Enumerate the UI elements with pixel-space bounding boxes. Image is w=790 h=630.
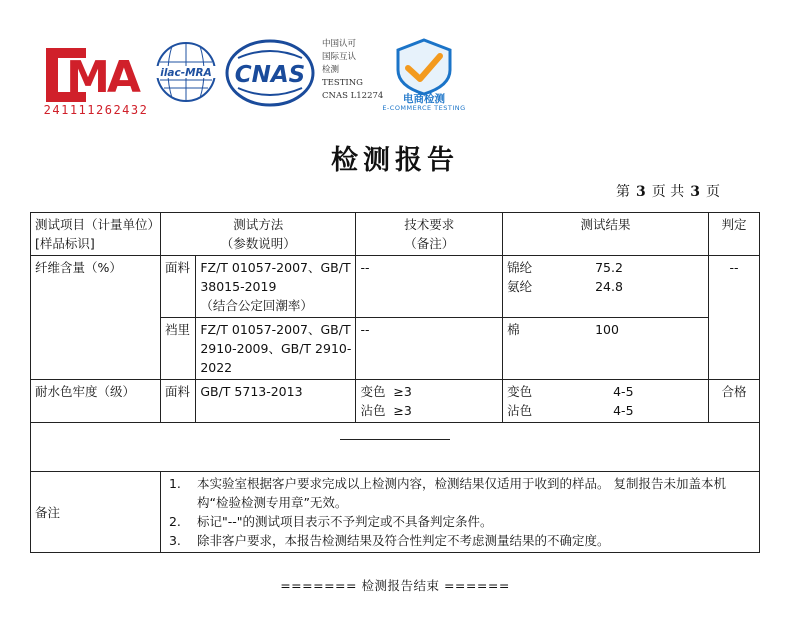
cnas-logo [224,38,316,108]
note-item [165,512,755,531]
header-requirement [356,213,503,256]
report-title: 检测报告 [331,145,459,176]
header-item-line: [样品标识] [35,236,95,251]
fiber-judgment: -- [709,256,760,380]
page-mid: 页 共 [651,184,685,200]
fabric-results [503,256,709,318]
requirement-line: 变色 ≥3 [360,384,412,399]
result-value: 4-5 [613,384,634,399]
fabric-method-note: （结合公定回潮率） [200,298,313,313]
page-prefix: 第 [616,184,631,200]
result-line [507,401,704,420]
note-text: 本实验室根据客户要求完成以上检测内容，检测结果仅适用于收到的样品。 复制报告未加盖本机构“检验检测专用章”无效。 [196,476,726,510]
end-separator-line [340,439,450,440]
cn-line: CNAS L12274 [322,91,384,101]
cn-line: 检测 [322,65,340,75]
water-part: 面料 [160,380,195,423]
header-req-line: （备注） [404,236,455,251]
result-line [507,258,704,277]
fiber-name: 氨纶 [507,279,533,294]
water-method: GB/T 5713-2013 [196,380,356,423]
ecommerce-label: 电商检测 [403,93,445,105]
lining-results [503,318,709,380]
note-item [165,474,755,512]
water-judgment: 合格 [709,380,760,423]
lining-requirement: -- [356,318,503,380]
table-row [31,380,760,423]
table-header [31,213,760,256]
fiber-value: 100 [595,322,619,337]
lining-part: 裆里 [160,318,195,380]
result-name: 沾色 [507,403,533,418]
note-text: 标记"--"的测试项目表示不予判定或不具备判定条件。 [196,514,493,529]
header-result: 测试结果 [503,213,709,256]
result-line [507,277,704,296]
ilac-text: ilac-MRA [160,67,212,79]
header-method-line: （参数说明） [220,236,296,251]
fiber-name: 锦纶 [507,260,533,275]
cma-logo-text: MA [66,52,138,103]
note-item [165,531,755,550]
result-value: 4-5 [613,403,634,418]
notes-row [31,472,760,553]
fabric-method [196,256,356,318]
header-method-line: 测试方法 [233,217,284,232]
notes-content [160,472,759,553]
cn-line: 中国认可 [322,39,357,49]
water-requirements [356,380,503,423]
fabric-part: 面料 [160,256,195,318]
page-number: 3 [636,184,646,200]
lining-method: FZ/T 01057-2007、GB/T 2910-2009、GB/T 2910-2022 [196,318,356,380]
fabric-requirement: -- [356,256,503,318]
separator-cell [31,423,760,472]
accreditation-logos [0,0,790,120]
fiber-value: 75.2 [595,260,623,275]
cn-line: TESTING [322,78,363,88]
table-row [31,256,760,318]
requirement-line: 沾色 ≥3 [360,403,412,418]
note-number: 3. [168,533,181,548]
fiber-item: 纤维含量（%） [31,256,161,380]
water-results [503,380,709,423]
cnas-accreditation-text [322,38,383,103]
fabric-method-text: FZ/T 01057-2007、GB/T 38015-2019 [200,260,351,294]
fiber-value: 24.8 [595,279,623,294]
cnas-text: CNAS [234,62,306,88]
result-name: 变色 [507,384,533,399]
result-line [507,382,704,401]
page-suffix: 页 [706,184,720,200]
cn-line: 国际互认 [322,52,357,62]
header-method [160,213,356,256]
result-line [507,320,704,339]
page-indicator [616,181,720,201]
note-text: 除非客户要求，本报告检测结果及符合性判定不考虑测量结果的不确定度。 [196,533,610,548]
page-total: 3 [690,184,700,200]
notes-label: 备注 [31,472,161,553]
note-number: 2. [168,514,181,529]
ilac-mra-logo [150,40,222,104]
header-req-line: 技术要求 [404,217,455,232]
water-fastness-item: 耐水色牢度（级） [31,380,161,423]
header-item-line: 测试项目（计量单位） [35,217,161,232]
results-table [30,212,760,553]
ecommerce-sub: E-COMMERCE TESTING [382,104,466,112]
header-judgment: 判定 [709,213,760,256]
cma-code: 241111262432 [43,103,149,117]
note-number: 1. [168,476,181,491]
separator-row [31,423,760,472]
fiber-name: 棉 [507,322,520,337]
header-item [31,213,161,256]
report-end-marker: ======= 检测报告结束 ====== [280,578,510,593]
